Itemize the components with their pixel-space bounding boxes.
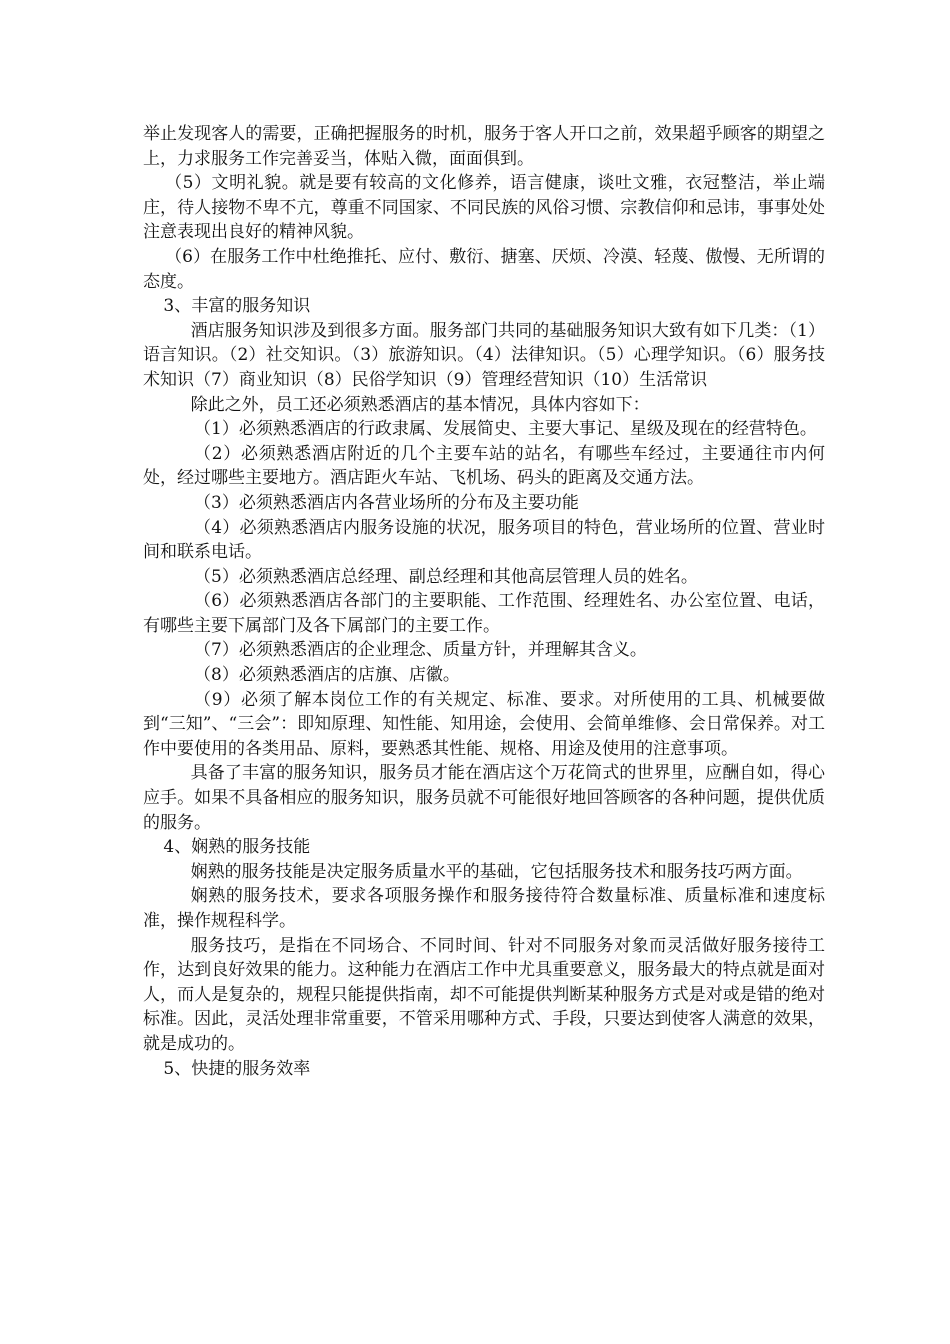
paragraph-skills-intro: 娴熟的服务技能是决定服务质量水平的基础，它包括服务技术和服务技巧两方面。 (190, 861, 803, 882)
section-heading-4: 4、娴熟的服务技能 (163, 837, 311, 858)
list-item-5: （5）必须熟悉酒店总经理、副总经理和其他高层管理人员的姓名。 (194, 566, 698, 587)
list-item-2: （2）必须熟悉酒店附近的几个主要车站的站名，有哪些车经过，主要通往市内何处，经过哪些主要地方。酒店距火车站、飞机场、码头的距离及交通方法。 (143, 443, 825, 489)
paragraph-hotel-basics-intro: 除此之外，员工还必须熟悉酒店的基本情况，具体内容如下： (190, 394, 650, 415)
section-heading-3: 3、丰富的服务知识 (163, 296, 311, 317)
list-item-4: （4）必须熟悉酒店内服务设施的状况，服务项目的特色，营业场所的位置、营业时间和联系电话。 (143, 517, 825, 563)
list-item-1: （1）必须熟悉酒店的行政隶属、发展简史、主要大事记、星级及现在的经营特色。 (194, 419, 817, 440)
paragraph-knowledge-summary: 具备了丰富的服务知识，服务员才能在酒店这个万花筒式的世界里，应酬自如，得心应手。如果不具备相应的服务知识，服务员就不可能很好地回答顾客的各种问题，提供优质的服务。 (143, 763, 825, 833)
list-item-8: （8）必须熟悉酒店的店旗、店徽。 (194, 665, 460, 686)
list-item-7: （7）必须熟悉酒店的企业理念、质量方针，并理解其含义。 (194, 640, 647, 661)
document-page (143, 122, 825, 1081)
paragraph-attitude: （6）在服务工作中杜绝推托、应付、敷衍、搪塞、厌烦、冷漠、轻蔑、傲慢、无所谓的态度。 (143, 246, 825, 292)
section-heading-5: 5、快捷的服务效率 (163, 1058, 311, 1079)
list-item-9: （9）必须了解本岗位工作的有关规定、标准、要求。对所使用的工具、机械要做到“三知”、“三会”：即知原理、知性能、知用途，会使用、会简单维修、会日常保养。对工作中要使用的各类用品、原料，要熟悉其性能、规格、用途及使用的注意事项。 (143, 689, 825, 759)
list-item-6: （6）必须熟悉酒店各部门的主要职能、工作范围、经理姓名、办公室位置、电话，有哪些主要下属部门及各下属部门的主要工作。 (143, 591, 825, 636)
paragraph-civility: （5）文明礼貌。就是要有较高的文化修养，语言健康，谈吐文雅，衣冠整洁，举止端庄，待人接物不卑不亢，尊重不同国家、不同民族的风俗习惯、宗教信仰和忌讳，事事处处注意表现出良好的精神风貌。 (143, 173, 825, 243)
paragraph-service-skill: 服务技巧，是指在不同场合、不同时间、针对不同服务对象而灵活做好服务接待工作，达到良好效果的能力。这种能力在酒店工作中尤具重要意义，服务最大的特点就是面对人，而人是复杂的，规程只能提供指南，却不可能提供判断某种服务方式是对或是错的绝对标准。因此，灵活处理非常重要，不管采用哪种方式、手段，只要达到使客人满意的效果，就是成功的。 (143, 935, 825, 1054)
paragraph-continuation: 举止发现客人的需要，正确把握服务的时机，服务于客人开口之前，效果超乎顾客的期望之上，力求服务工作完善妥当，体贴入微，面面俱到。 (143, 124, 825, 169)
list-item-3: （3）必须熟悉酒店内各营业场所的分布及主要功能 (194, 492, 579, 513)
paragraph-service-technique: 娴熟的服务技术，要求各项服务操作和服务接待符合数量标准、质量标准和速度标准，操作规程科学。 (143, 886, 825, 931)
paragraph-knowledge-types: 酒店服务知识涉及到很多方面。服务部门共同的基础服务知识大致有如下几类：（1）语言知识。（2）社交知识。（3）旅游知识。（4）法律知识。（5）心理学知识。（6）服务技术知识（7）商业知识（8）民俗学知识（9）管理经营知识（10）生活常识 (143, 320, 825, 390)
